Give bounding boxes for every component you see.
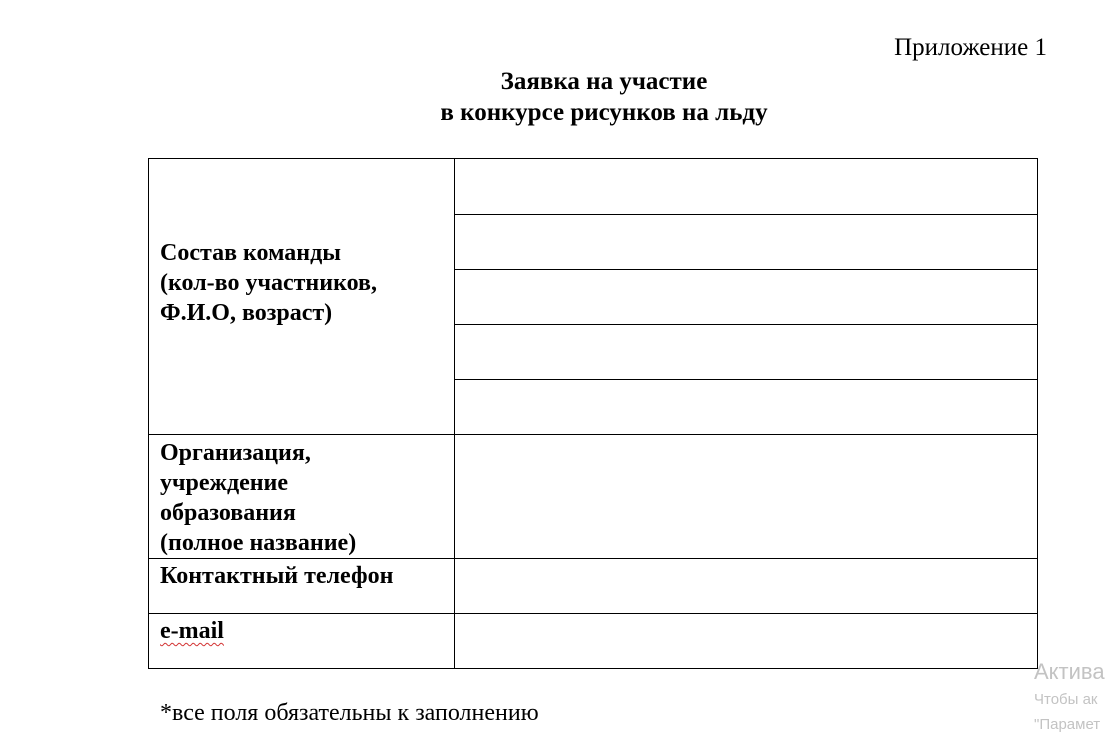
activation-watermark-line2: Чтобы ак [1034, 691, 1098, 708]
team-member-field-5[interactable] [455, 380, 1038, 435]
organization-label-cell [149, 435, 455, 559]
org-label-line4: (полное название) [160, 530, 357, 556]
org-label-line3: образования [160, 500, 296, 526]
application-form-table [148, 158, 1038, 669]
phone-field[interactable] [455, 559, 1038, 614]
organization-field[interactable] [455, 435, 1038, 559]
team-composition-label-cell [149, 159, 455, 435]
activation-watermark-line3: "Парамет [1034, 716, 1101, 733]
organization-row [149, 435, 1038, 559]
team-member-field-1[interactable] [455, 159, 1038, 215]
email-label: e-mail [160, 618, 224, 644]
email-field[interactable] [455, 614, 1038, 669]
required-fields-note: *все поля обязательны к заполнению [160, 700, 539, 726]
team-member-field-4[interactable] [455, 325, 1038, 380]
phone-row [149, 559, 1038, 614]
document-title-line2: в конкурсе рисунков на льду [440, 99, 768, 126]
team-label-line1: Состав команды [160, 239, 341, 266]
appendix-label: Приложение 1 [894, 34, 1047, 61]
team-label-line2: (кол-во участников, [160, 269, 377, 296]
phone-label: Контактный телефон [160, 563, 394, 589]
team-row-1 [149, 159, 1038, 215]
team-member-field-3[interactable] [455, 270, 1038, 325]
team-member-field-2[interactable] [455, 215, 1038, 270]
document-title-line1: Заявка на участие [500, 68, 708, 95]
team-label-line3: Ф.И.О, возраст) [160, 299, 333, 326]
email-row [149, 614, 1038, 669]
activation-watermark-line1: Актива [1034, 659, 1105, 684]
org-label-line2: учреждение [160, 470, 289, 496]
org-label-line1: Организация, [160, 440, 311, 466]
email-label-cell [149, 614, 455, 669]
phone-label-cell [149, 559, 455, 614]
